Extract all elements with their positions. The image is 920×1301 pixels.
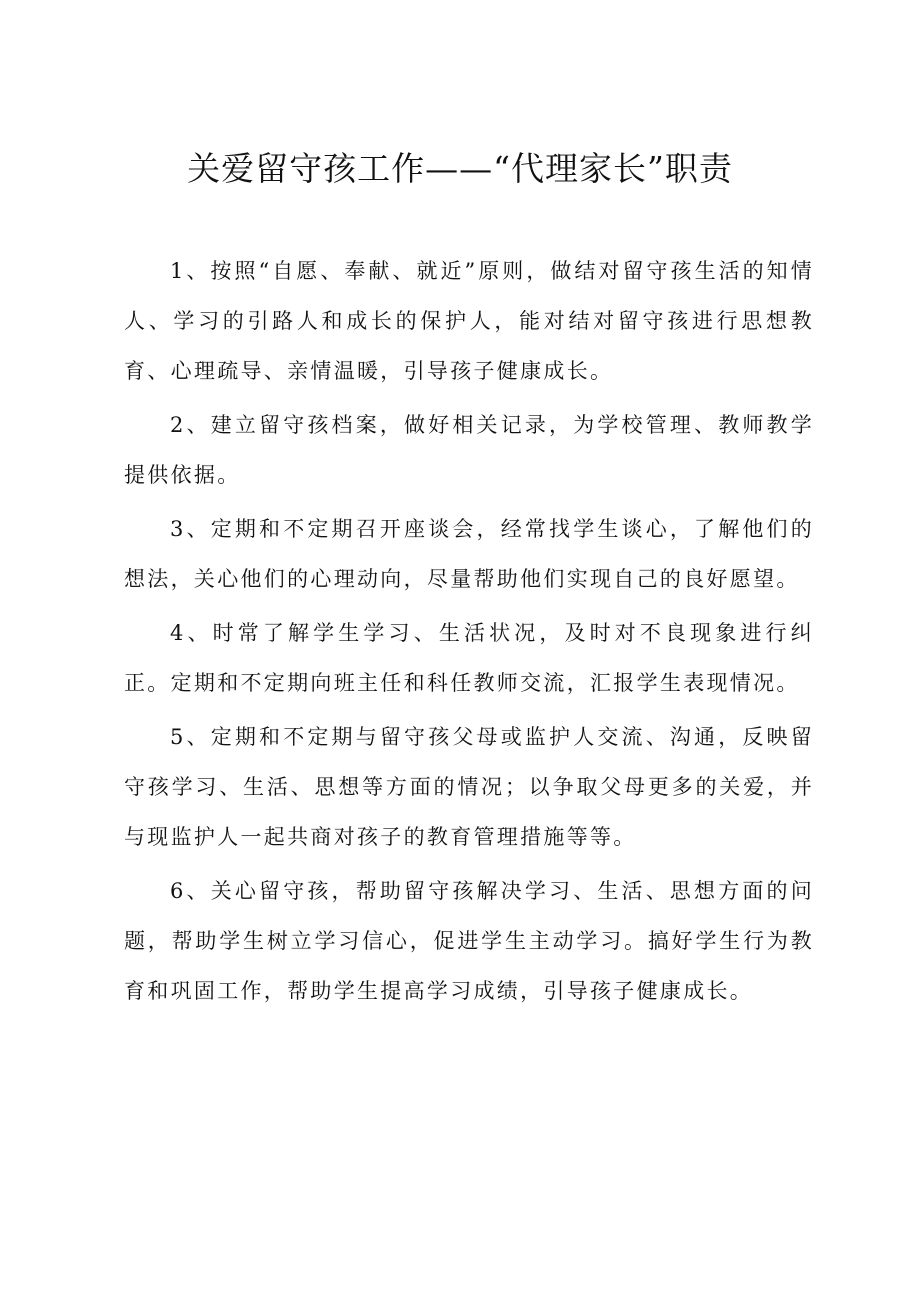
- duty-item-4: 4、时常了解学生学习、生活状况，及时对不良现象进行纠正。定期和不定期向班主任和科任教师交流，汇报学生表现情况。: [124, 621, 814, 695]
- duty-item-5: 5、定期和不定期与留守孩父母或监护人交流、沟通，反映留守孩学习、生活、思想等方面的情况；以争取父母更多的关爱，并与现监护人一起共商对孩子的教育管理措施等等。: [124, 725, 814, 849]
- duty-item-2: 2、建立留守孩档案，做好相关记录，为学校管理、教师教学提供依据。: [124, 413, 814, 487]
- duty-item-1: 1、按照“自愿、奉献、就近”原则，做结对留守孩生活的知情人、学习的引路人和成长的保护人，能对结对留守孩进行思想教育、心理疏导、亲情温暖，引导孩子健康成长。: [124, 259, 814, 383]
- duty-item-6: 6、关心留守孩，帮助留守孩解决学习、生活、思想方面的问题，帮助学生树立学习信心，促进学生主动学习。搞好学生行为教育和巩固工作，帮助学生提高学习成绩，引导孩子健康成长。: [124, 879, 814, 1003]
- document-title: 关爱留守孩工作——“代理家长”职责: [187, 149, 733, 188]
- document-body: [124, 246, 814, 1020]
- duty-item-3: 3、定期和不定期召开座谈会，经常找学生谈心，了解他们的想法，关心他们的心理动向，尽量帮助他们实现自己的良好愿望。: [124, 517, 814, 591]
